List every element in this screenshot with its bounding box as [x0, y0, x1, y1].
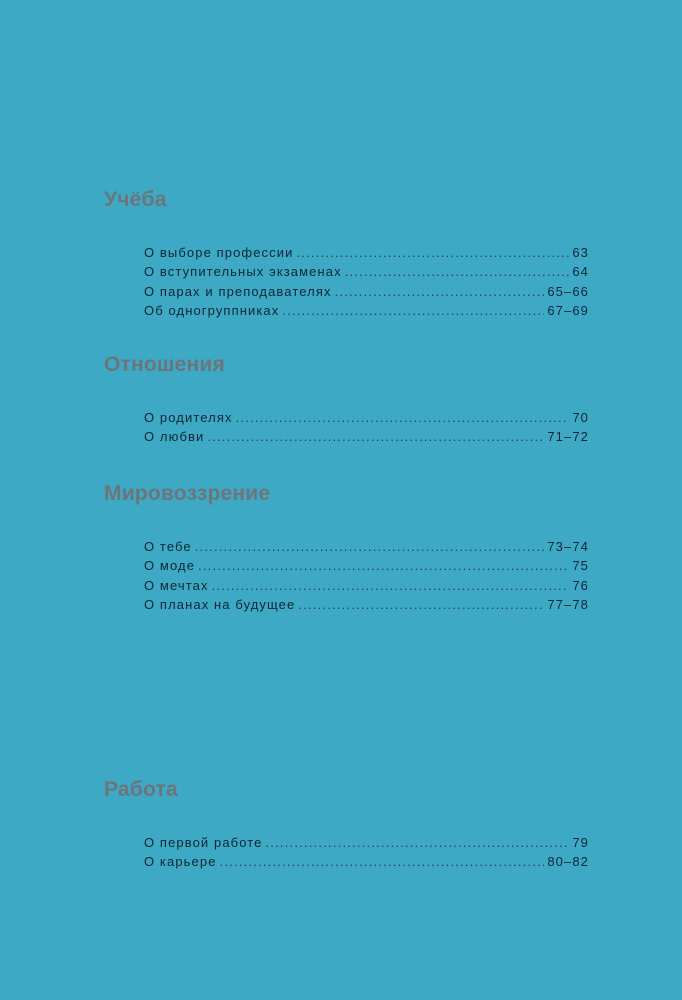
- toc-entry[interactable]: [144, 578, 589, 597]
- entry-label: О первой работе: [144, 835, 263, 850]
- entry-pages: 67–69: [547, 302, 589, 318]
- entry-pages: 79: [572, 835, 589, 850]
- toc-entries: [144, 835, 589, 874]
- toc-entries: [144, 539, 589, 616]
- entry-label: О родителях: [144, 410, 233, 425]
- entry-pages: 73–74: [547, 539, 589, 554]
- toc-section-relationships: [104, 352, 592, 449]
- toc-entry[interactable]: [144, 284, 589, 303]
- dot-leader: [220, 854, 545, 869]
- dot-leader: [236, 410, 570, 425]
- toc-entry[interactable]: [144, 429, 589, 448]
- toc-entries: [144, 245, 589, 322]
- toc-entry[interactable]: [144, 854, 589, 873]
- section-title: Учёба: [104, 188, 167, 211]
- dot-leader: [296, 245, 569, 260]
- dot-leader: [195, 539, 545, 554]
- toc-section-worldview: [104, 481, 592, 616]
- section-title: Работа: [104, 778, 178, 801]
- entry-pages: 65–66: [547, 283, 589, 299]
- toc-entry[interactable]: [144, 264, 589, 283]
- entry-pages: 76: [572, 577, 589, 593]
- toc-entry[interactable]: [144, 245, 589, 264]
- dot-leader: [335, 284, 545, 299]
- entry-label: О тебе: [144, 539, 192, 554]
- section-title: Мировоззрение: [104, 482, 271, 505]
- entry-pages: 63: [572, 245, 589, 260]
- entry-pages: 75: [572, 558, 589, 574]
- toc-entry[interactable]: [144, 597, 589, 616]
- entry-label: О карьере: [144, 854, 217, 870]
- entry-pages: 80–82: [547, 854, 589, 870]
- entry-label: О парах и преподавателях: [144, 283, 332, 299]
- toc-entry[interactable]: [144, 303, 589, 322]
- entry-label: О выборе профессии: [144, 245, 294, 260]
- entry-label: О планах на будущее: [144, 596, 296, 612]
- section-title: Отношения: [104, 353, 225, 376]
- entry-pages: 70: [572, 410, 589, 425]
- entry-label: О любви: [144, 429, 205, 445]
- dot-leader: [265, 835, 569, 850]
- toc-entry[interactable]: [144, 558, 589, 577]
- toc-entry[interactable]: [144, 539, 589, 558]
- dot-leader: [345, 264, 570, 279]
- entry-label: О мечтах: [144, 577, 209, 593]
- toc-entry[interactable]: [144, 835, 589, 854]
- dot-leader: [298, 597, 544, 612]
- entry-label: О вступительных экзаменах: [144, 264, 342, 280]
- entry-pages: 64: [572, 264, 589, 280]
- toc-entries: [144, 410, 589, 449]
- dot-leader: [207, 429, 544, 444]
- dot-leader: [282, 303, 544, 318]
- entry-pages: 71–72: [547, 429, 589, 445]
- entry-label: О моде: [144, 558, 196, 574]
- dot-leader: [212, 578, 570, 593]
- entry-label: Об одногруппниках: [144, 302, 280, 318]
- toc-entry[interactable]: [144, 410, 589, 429]
- dot-leader: [198, 558, 569, 573]
- entry-pages: 77–78: [547, 596, 589, 612]
- toc-section-work: [104, 777, 592, 874]
- toc-section-study: [104, 187, 592, 322]
